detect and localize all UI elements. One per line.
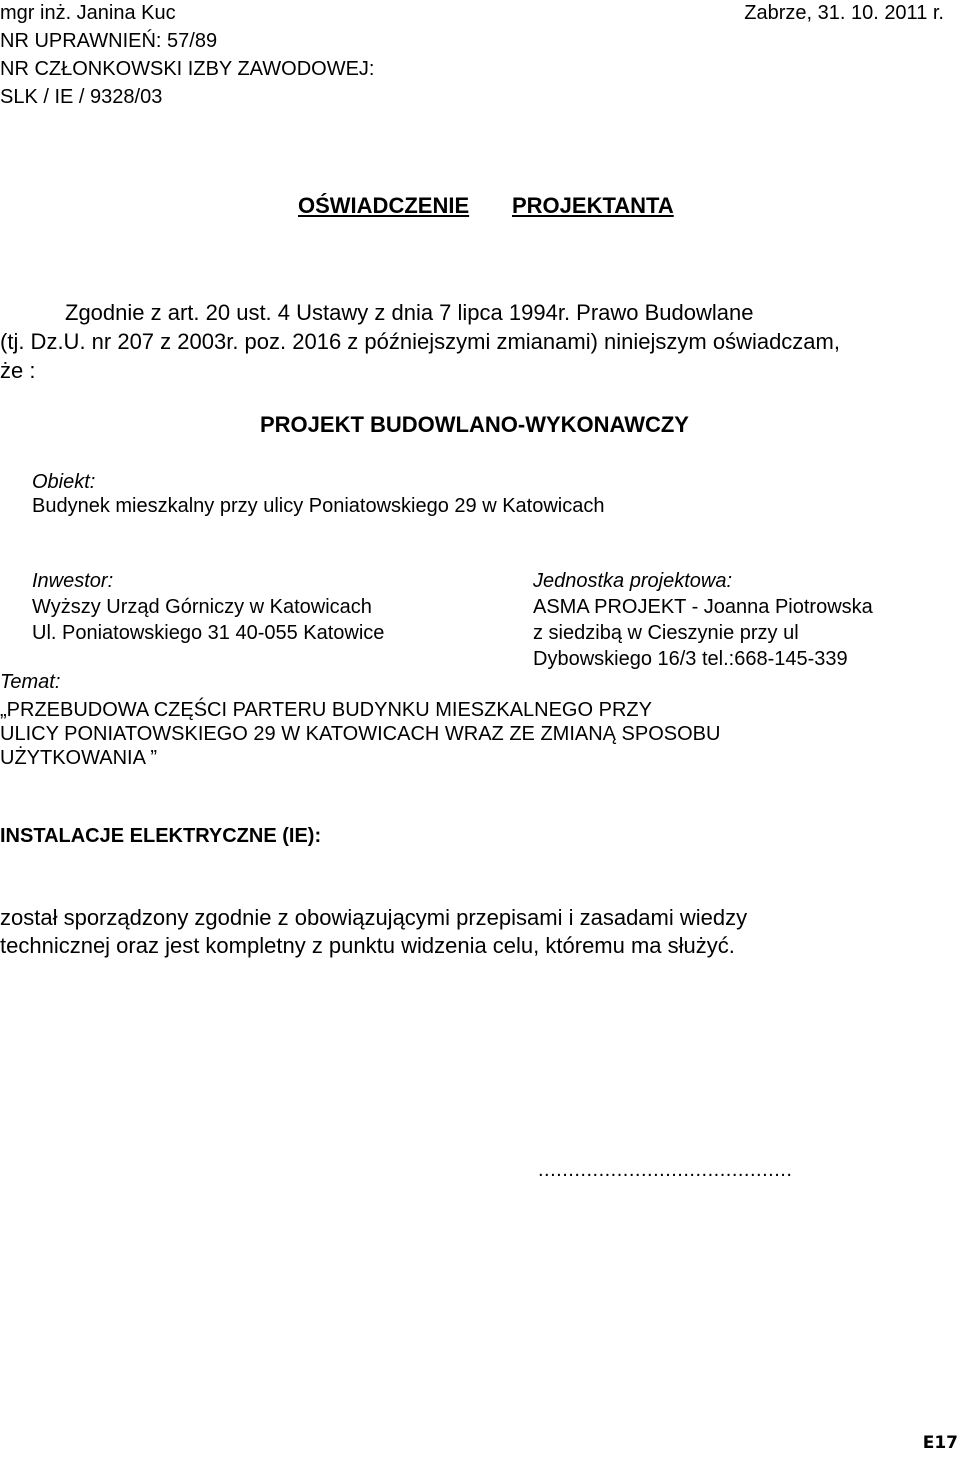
intro-line-1: Zgodnie z art. 20 ust. 4 Ustawy z dnia 7 lipca 1994r. Prawo Budowlane: [65, 300, 754, 325]
section-heading: INSTALACJE ELEKTRYCZNE (IE):: [0, 825, 322, 847]
intro-line-3: że :: [0, 358, 36, 383]
design-unit-line-2: z siedzibą w Cieszynie przy ul: [533, 622, 799, 644]
subject-line-2: ULICY PONIATOWSKIEGO 29 W KATOWICACH WRAZ ZE ZMIANĄ SPOSOBU: [0, 723, 721, 745]
chamber-label: NR CZŁONKOWSKI IZBY ZAWODOWEJ:: [0, 58, 375, 80]
document-title-word-2: PROJEKTANTA: [512, 193, 674, 218]
intro-line-2: (tj. Dz.U. nr 207 z 2003r. poz. 2016 z późniejszymi zmianami) niniejszym oświadczam,: [0, 329, 840, 354]
signature-line: ..........................................: [538, 1159, 793, 1181]
chamber-number: SLK / IE / 9328/03: [0, 86, 163, 108]
object-label: Obiekt:: [32, 471, 96, 493]
license-number: NR UPRAWNIEŃ: 57/89: [0, 30, 218, 52]
investor-line-2: Ul. Poniatowskiego 31 40-055 Katowice: [32, 622, 385, 644]
statement-line-2: technicznej oraz jest kompletny z punktu widzenia celu, któremu ma służyć.: [0, 933, 735, 958]
design-unit-label: Jednostka projektowa:: [533, 570, 733, 592]
subject-line-3: UŻYTKOWANIA ”: [0, 747, 158, 769]
author-name: mgr inż. Janina Kuc: [0, 2, 176, 24]
page-code: E17: [922, 1433, 958, 1453]
investor-label: Inwestor:: [32, 570, 114, 592]
subject-label: Temat:: [0, 671, 61, 693]
object-value: Budynek mieszkalny przy ulicy Poniatowskiego 29 w Katowicach: [32, 495, 605, 517]
project-type: PROJEKT BUDOWLANO-WYKONAWCZY: [260, 412, 689, 437]
investor-line-1: Wyższy Urząd Górniczy w Katowicach: [32, 596, 372, 618]
design-unit-line-1: ASMA PROJEKT - Joanna Piotrowska: [533, 596, 873, 618]
document-title-word-1: OŚWIADCZENIE: [298, 193, 470, 218]
statement-line-1: został sporządzony zgodnie z obowiązującymi przepisami i zasadami wiedzy: [0, 905, 748, 930]
subject-line-1: „PRZEBUDOWA CZĘŚCI PARTERU BUDYNKU MIESZKALNEGO PRZY: [0, 699, 652, 721]
place-date: Zabrze, 31. 10. 2011 r.: [744, 2, 944, 24]
design-unit-line-3: Dybowskiego 16/3 tel.:668-145-339: [533, 648, 848, 670]
